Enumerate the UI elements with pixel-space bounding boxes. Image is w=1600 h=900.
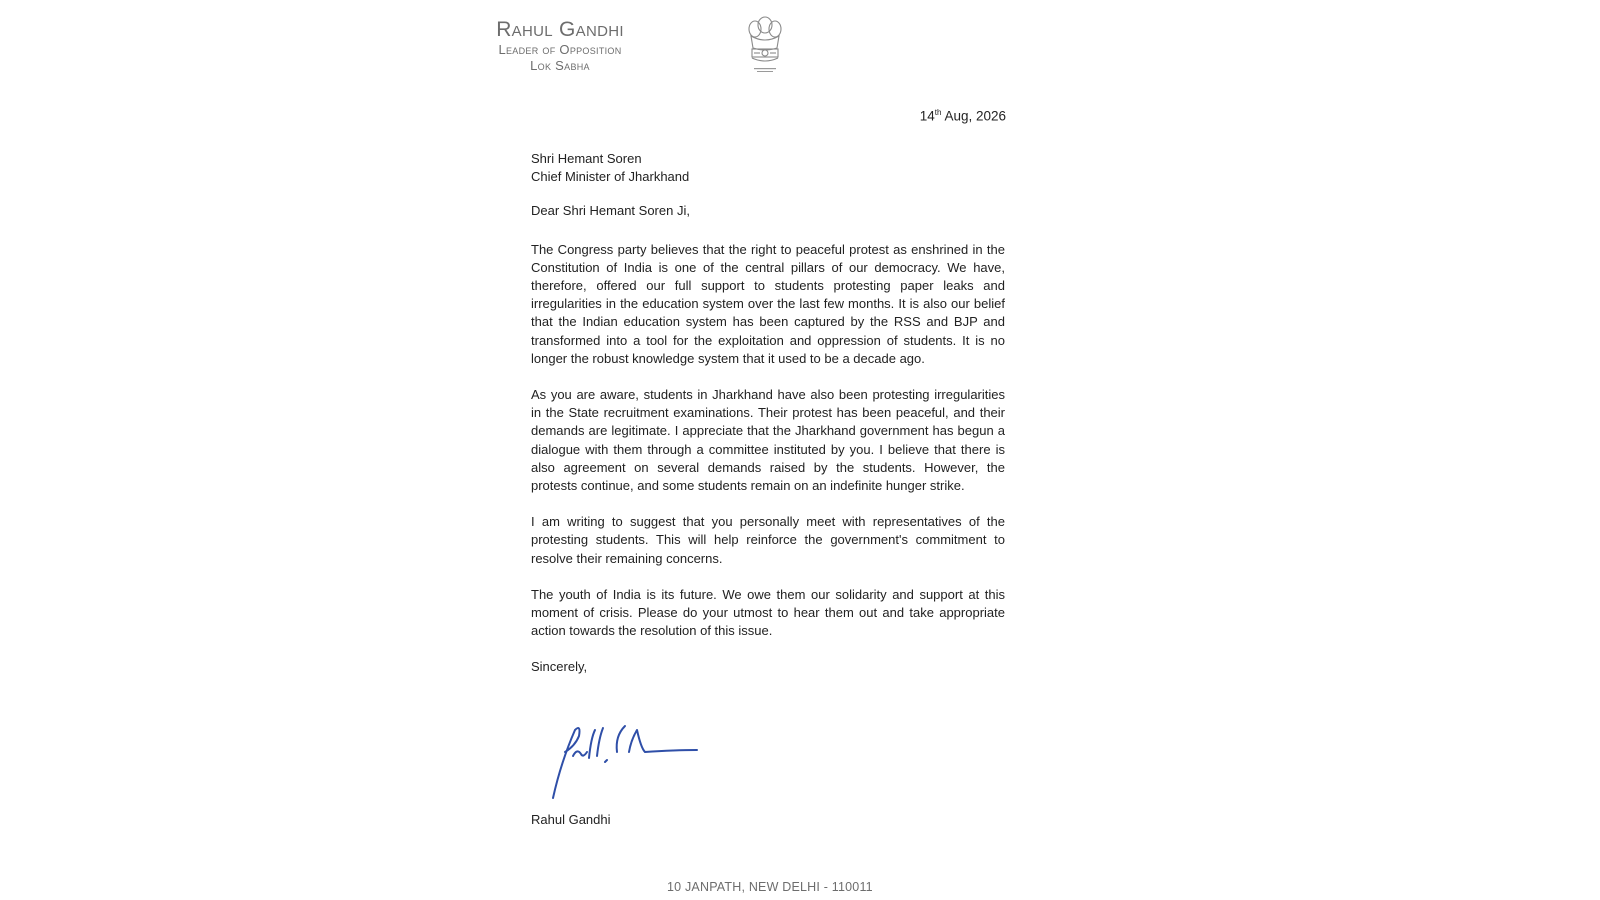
recipient-name: Shri Hemant Soren — [531, 151, 642, 166]
handwritten-signature — [545, 722, 705, 802]
letterhead-title: Leader of Opposition — [498, 42, 622, 57]
paragraph: As you are aware, students in Jharkhand have also been protesting irregularities in the State recruitment examinations. Their protest has been peaceful, and their demands are legitimate. I appreciate that the Jharkhand government has begun a dialogue with them through a committee instituted by you. I believe that there is also agreement on several demands raised by the students. However, the protests continue, and some students remain on an indefinite hunger strike. — [531, 387, 1005, 494]
signer-name: Rahul Gandhi — [531, 812, 611, 827]
national-emblem-icon — [744, 14, 786, 80]
closing: Sincerely, — [531, 659, 588, 675]
recipient-block — [531, 150, 1005, 186]
letter-body — [531, 150, 1005, 677]
paragraph: The youth of India is its future. We owe them our solidarity and support at this moment of crisis. Please do your utmost to hear them out and take appropriate action towards the resolution of this issue. — [531, 586, 1005, 639]
letter-date — [920, 108, 1006, 124]
date-month-year: Aug, 2026 — [941, 108, 1006, 124]
letterhead — [470, 18, 650, 74]
letterhead-name: Rahul Gandhi — [496, 18, 624, 41]
letterhead-house: Lok Sabha — [530, 58, 590, 73]
paragraph: The Congress party believes that the right to peaceful protest as enshrined in the Constitution of India is one of the central pillars of our democracy. We have, therefore, offered our full support to students protesting paper leaks and irregularities in the education system over the last few months. It is also our belief that the Indian education system has been captured by the RSS and BJP and transformed into a tool for the exploitation and oppression of students. It is no longer the robust knowledge system that it used to be a decade ago. — [531, 241, 1005, 366]
recipient-title: Chief Minister of Jharkhand — [531, 169, 690, 185]
paragraph: I am writing to suggest that you personally meet with representatives of the protesting students. This will help reinforce the government's commitment to resolve their remaining concerns. — [531, 514, 1005, 566]
salutation: Dear Shri Hemant Soren Ji, — [531, 203, 690, 219]
footer-address: 10 JANPATH, NEW DELHI - 110011 — [667, 880, 873, 894]
date-day: 14 — [919, 108, 935, 124]
date-suffix: th — [934, 108, 942, 117]
